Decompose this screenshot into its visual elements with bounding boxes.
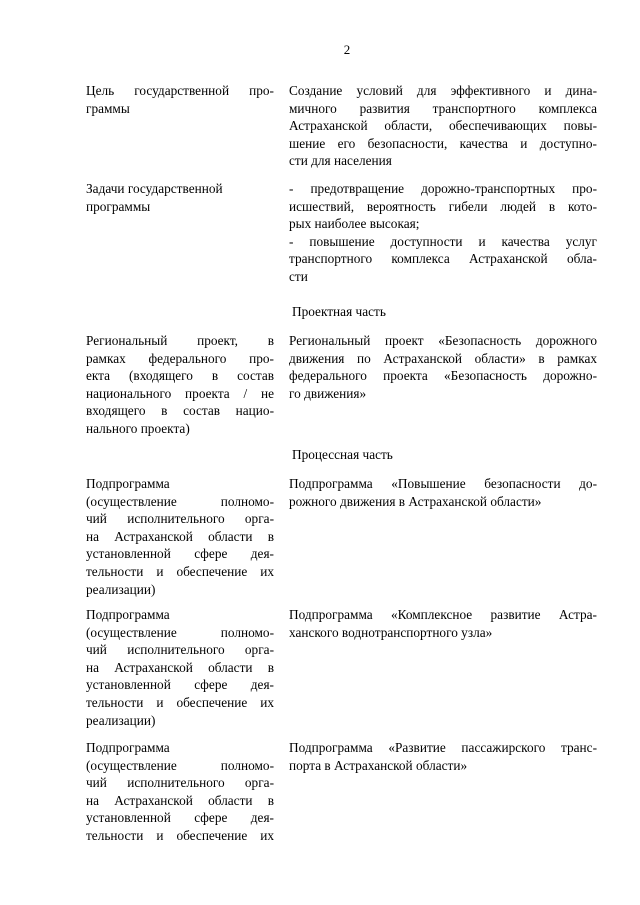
text-line: Цель государственной про- <box>86 83 274 98</box>
text-line: тельности и обеспечение их <box>86 694 274 710</box>
text-line: установленной сфере дея- <box>86 546 274 562</box>
text-line: установленной сфере дея- <box>86 677 274 693</box>
text-line: рожного движения в Астраханской области» <box>289 493 542 509</box>
subprogram-3-label <box>86 739 274 845</box>
page-number: 2 <box>343 42 351 57</box>
text-line: входящего в состав нацио- <box>86 403 274 419</box>
text-line: ханского воднотранспортного узла» <box>289 624 493 640</box>
text-line: (осуществление полномо- <box>86 493 274 509</box>
text-line: Региональный проект «Безопасность дорожного <box>289 333 597 348</box>
text-line: порта в Астраханской области» <box>289 757 468 773</box>
text-line: установленной сфере дея- <box>86 810 274 826</box>
subprogram-2-label <box>86 606 274 729</box>
text-line: Подпрограмма <box>86 476 170 491</box>
section-heading-project: Проектная часть <box>292 304 386 319</box>
goal-value <box>289 82 597 170</box>
text-line: го движения» <box>289 385 367 401</box>
text-line: исшествий, вероятность гибели людей в кото- <box>289 198 597 214</box>
text-line: (осуществление полномо- <box>86 624 274 640</box>
text-line: национального проекта / не <box>86 385 274 401</box>
subprogram-2-value <box>289 606 597 641</box>
regional-project-label <box>86 332 274 438</box>
text-line: (осуществление полномо- <box>86 757 274 773</box>
text-line: Подпрограмма <box>86 607 170 622</box>
text-line: рых наиболее высокая; <box>289 216 420 232</box>
text-line: реализации) <box>86 581 156 597</box>
text-line: мичного развития транспортного комплекса <box>289 100 597 116</box>
text-line: - предотвращение дорожно-транспортных про- <box>289 181 597 196</box>
text-line: Задачи государственной <box>86 181 223 196</box>
text-line: Подпрограмма «Развитие пассажирского транс- <box>289 740 597 755</box>
text-line: программы <box>86 198 151 214</box>
section-heading-process: Процессная часть <box>292 447 393 462</box>
regional-project-value <box>289 332 597 402</box>
text-line: екта (входящего в состав <box>86 368 274 384</box>
subprogram-1-value <box>289 475 597 510</box>
subprogram-1-label <box>86 475 274 598</box>
text-line: на Астраханской области в <box>86 792 274 808</box>
tasks-label <box>86 180 274 215</box>
text-line: на Астраханской области в <box>86 659 274 675</box>
text-line: сти для населения <box>289 153 392 169</box>
text-line: тельности и обеспечение их <box>86 563 274 579</box>
text-line: чий исполнительного орга- <box>86 642 274 658</box>
text-line: шение его безопасности, качества и доступно- <box>289 135 597 151</box>
text-line: Астраханской области, обеспечивающих повы- <box>289 118 597 134</box>
text-line: реализации) <box>86 712 156 728</box>
text-line: на Астраханской области в <box>86 528 274 544</box>
text-line: Создание условий для эффективного и дина- <box>289 83 597 98</box>
text-line: движения по Астраханской области» в рамках <box>289 350 597 366</box>
goal-label <box>86 82 274 117</box>
tasks-value <box>289 180 597 286</box>
text-line: - повышение доступности и качества услуг <box>289 233 597 249</box>
text-line: транспортного комплекса Астраханской обла- <box>289 251 597 267</box>
text-line: тельности и обеспечение их <box>86 827 274 843</box>
text-line: рамках федерального про- <box>86 350 274 366</box>
text-line: Подпрограмма <box>86 740 170 755</box>
text-line: Подпрограмма «Повышение безопасности до- <box>289 476 597 491</box>
text-line: федерального проекта «Безопасность дорожно- <box>289 368 597 384</box>
text-line: граммы <box>86 100 130 116</box>
text-line: нального проекта) <box>86 420 190 436</box>
text-line: чий исполнительного орга- <box>86 775 274 791</box>
text-line: сти <box>289 268 308 284</box>
subprogram-3-value <box>289 739 597 774</box>
text-line: Подпрограмма «Комплексное развитие Астра- <box>289 607 597 622</box>
text-line: Региональный проект, в <box>86 333 274 348</box>
text-line: чий исполнительного орга- <box>86 511 274 527</box>
